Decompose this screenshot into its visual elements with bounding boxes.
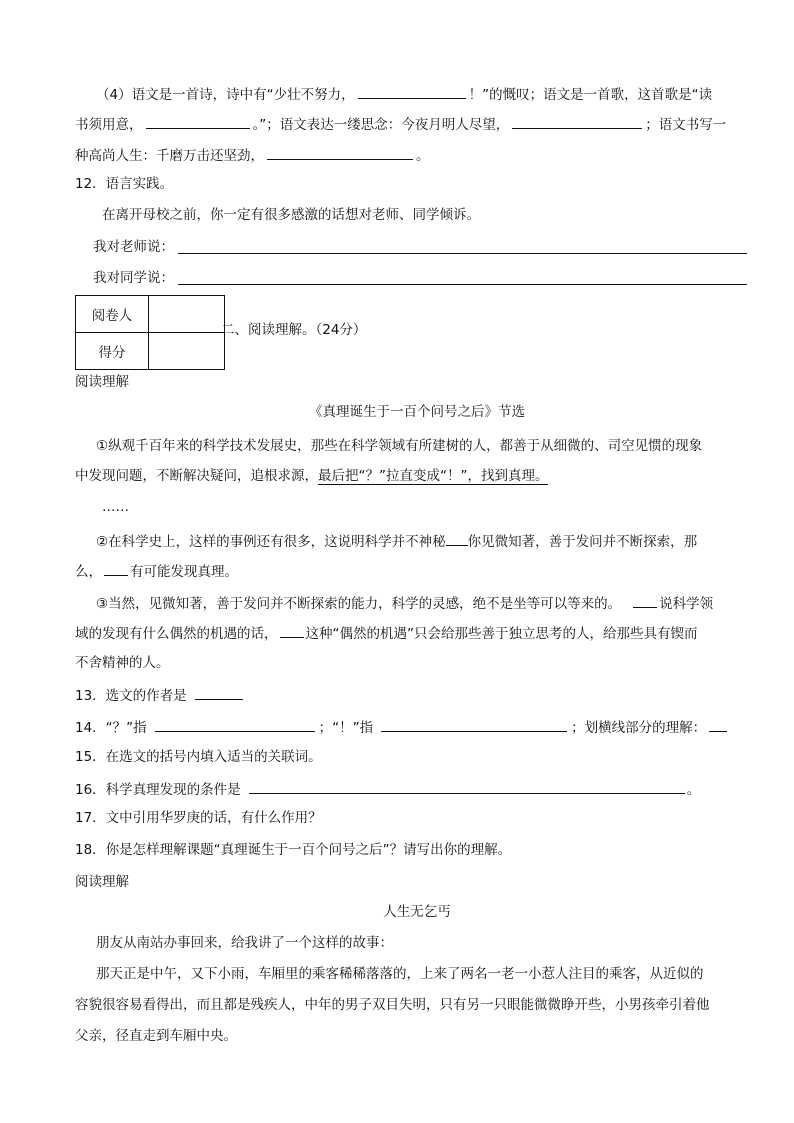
answer-blank[interactable]	[446, 531, 468, 546]
score-cell[interactable]	[149, 333, 225, 370]
answer-blank[interactable]	[104, 561, 128, 576]
q12-title: 12．语言实践。	[75, 176, 174, 192]
passage-title: 人生无乞丐	[383, 904, 451, 920]
q12-teacher-label: 我对老师说：	[93, 239, 174, 255]
underlined-sentence: 最后把“？”拉直变成“！”，找到真理。	[318, 468, 549, 484]
passage-title: 《真理诞生于一百个问号之后》节选	[309, 404, 525, 420]
question-15: 15．在选文的括号内填入适当的关联词。	[75, 749, 322, 765]
answer-blank[interactable]	[709, 717, 727, 732]
text: ！”的慨叹；语文是一首歌，这首歌是“读	[468, 87, 713, 103]
text: ；划横线部分的理解：	[571, 720, 707, 736]
paragraph: ①纵观千百年来的科学技术发展史，那些在科学领域有所建树的人，都善于从细微的、司空见惯的现象	[96, 438, 703, 454]
question-13	[75, 685, 246, 705]
teacher-answer-line[interactable]	[178, 253, 747, 254]
text: 。	[416, 148, 430, 164]
text: 。”；语文表达一缕思念：今夜月明人尽望，	[252, 117, 510, 133]
score-table	[75, 295, 225, 370]
reviewer-label: 阅卷人	[76, 296, 149, 333]
question-17: 17．文中引用华罗庚的话，有什么作用？	[75, 810, 322, 826]
answer-blank[interactable]	[146, 114, 250, 129]
text: 域的发现有什么偶然的机遇的话，	[75, 626, 278, 642]
reading-label: 阅读理解	[75, 374, 129, 390]
text: 16．科学真理发现的条件是	[75, 782, 241, 798]
reviewer-cell[interactable]	[149, 296, 225, 333]
q11-4-line2	[75, 114, 726, 134]
section-heading: 二、阅读理解。（24分）	[221, 322, 367, 338]
answer-blank[interactable]	[195, 685, 243, 700]
text: 14．“？”指	[75, 720, 147, 736]
text: 种高尚人生：千磨万击还坚劲，	[75, 148, 264, 164]
score-label: 得分	[76, 333, 149, 370]
answer-blank[interactable]	[249, 779, 685, 794]
reading-label: 阅读理解	[75, 874, 129, 890]
text: 。	[686, 782, 701, 798]
text: 你见微知著，善于发问并不断探索，那	[467, 534, 698, 550]
text: ②在科学史上，这样的事例还有很多，这说明科学并不神秘	[96, 534, 446, 550]
text: （4）语文是一首诗，诗中有“少壮不努力，	[96, 87, 355, 103]
text: ③当然，见微知著，善于发问并不断探索的能力，科学的灵感，绝不是坐等可以等来的。	[96, 596, 622, 612]
answer-blank[interactable]	[267, 145, 413, 160]
text: 中发现问题，不断解决疑问，追根求源，	[75, 468, 318, 484]
q11-4-line3	[75, 145, 430, 165]
q12-classmate-label: 我对同学说：	[93, 270, 174, 286]
text: 么，	[75, 564, 102, 580]
question-16	[75, 779, 700, 799]
ellipsis: ……	[102, 499, 129, 515]
text: 书须用意，	[75, 117, 143, 133]
question-18: 18．你是怎样理解课题“真理诞生于一百个问号之后”？请写出你的理解。	[75, 842, 512, 858]
text: 说科学领	[659, 596, 714, 612]
paragraph: 那天正是中午，又下小雨，车厢里的乘客稀稀落落的，上来了两名一老一小惹人注目的乘客，从近似的	[96, 966, 704, 982]
answer-blank[interactable]	[633, 593, 657, 608]
text: 13．选文的作者是	[75, 688, 187, 704]
paragraph	[75, 623, 698, 643]
paragraph	[75, 561, 238, 581]
text: 这种“偶然的机遇”只会给那些善于独立思考的人，给那些具有锲而	[305, 626, 698, 642]
answer-blank[interactable]	[381, 717, 567, 732]
classmate-answer-line[interactable]	[178, 284, 747, 285]
paragraph: 父亲，径直走到车厢中央。	[75, 1028, 237, 1044]
text: ；“！”指	[318, 720, 374, 736]
question-14	[75, 717, 730, 737]
paragraph: 朋友从南站办事回来，给我讲了一个这样的故事：	[96, 935, 393, 951]
paragraph: 容貌很容易看得出，而且都是残疾人，中年的男子双目失明，只有另一只眼能微微睁开些，小男孩牵引着他	[75, 997, 710, 1013]
answer-blank[interactable]	[358, 84, 466, 99]
paragraph	[96, 593, 713, 613]
answer-blank[interactable]	[512, 114, 642, 129]
text: 有可能发现真理。	[130, 564, 238, 580]
text: ；语文书写一	[645, 117, 727, 133]
q11-4-line1	[96, 84, 712, 104]
paragraph	[96, 531, 697, 551]
q12-prompt: 在离开母校之前，你一定有很多感激的话想对老师、同学倾诉。	[102, 207, 480, 223]
paragraph	[75, 467, 548, 485]
answer-blank[interactable]	[155, 717, 315, 732]
paragraph: 不舍精神的人。	[75, 655, 170, 671]
answer-blank[interactable]	[280, 623, 304, 638]
